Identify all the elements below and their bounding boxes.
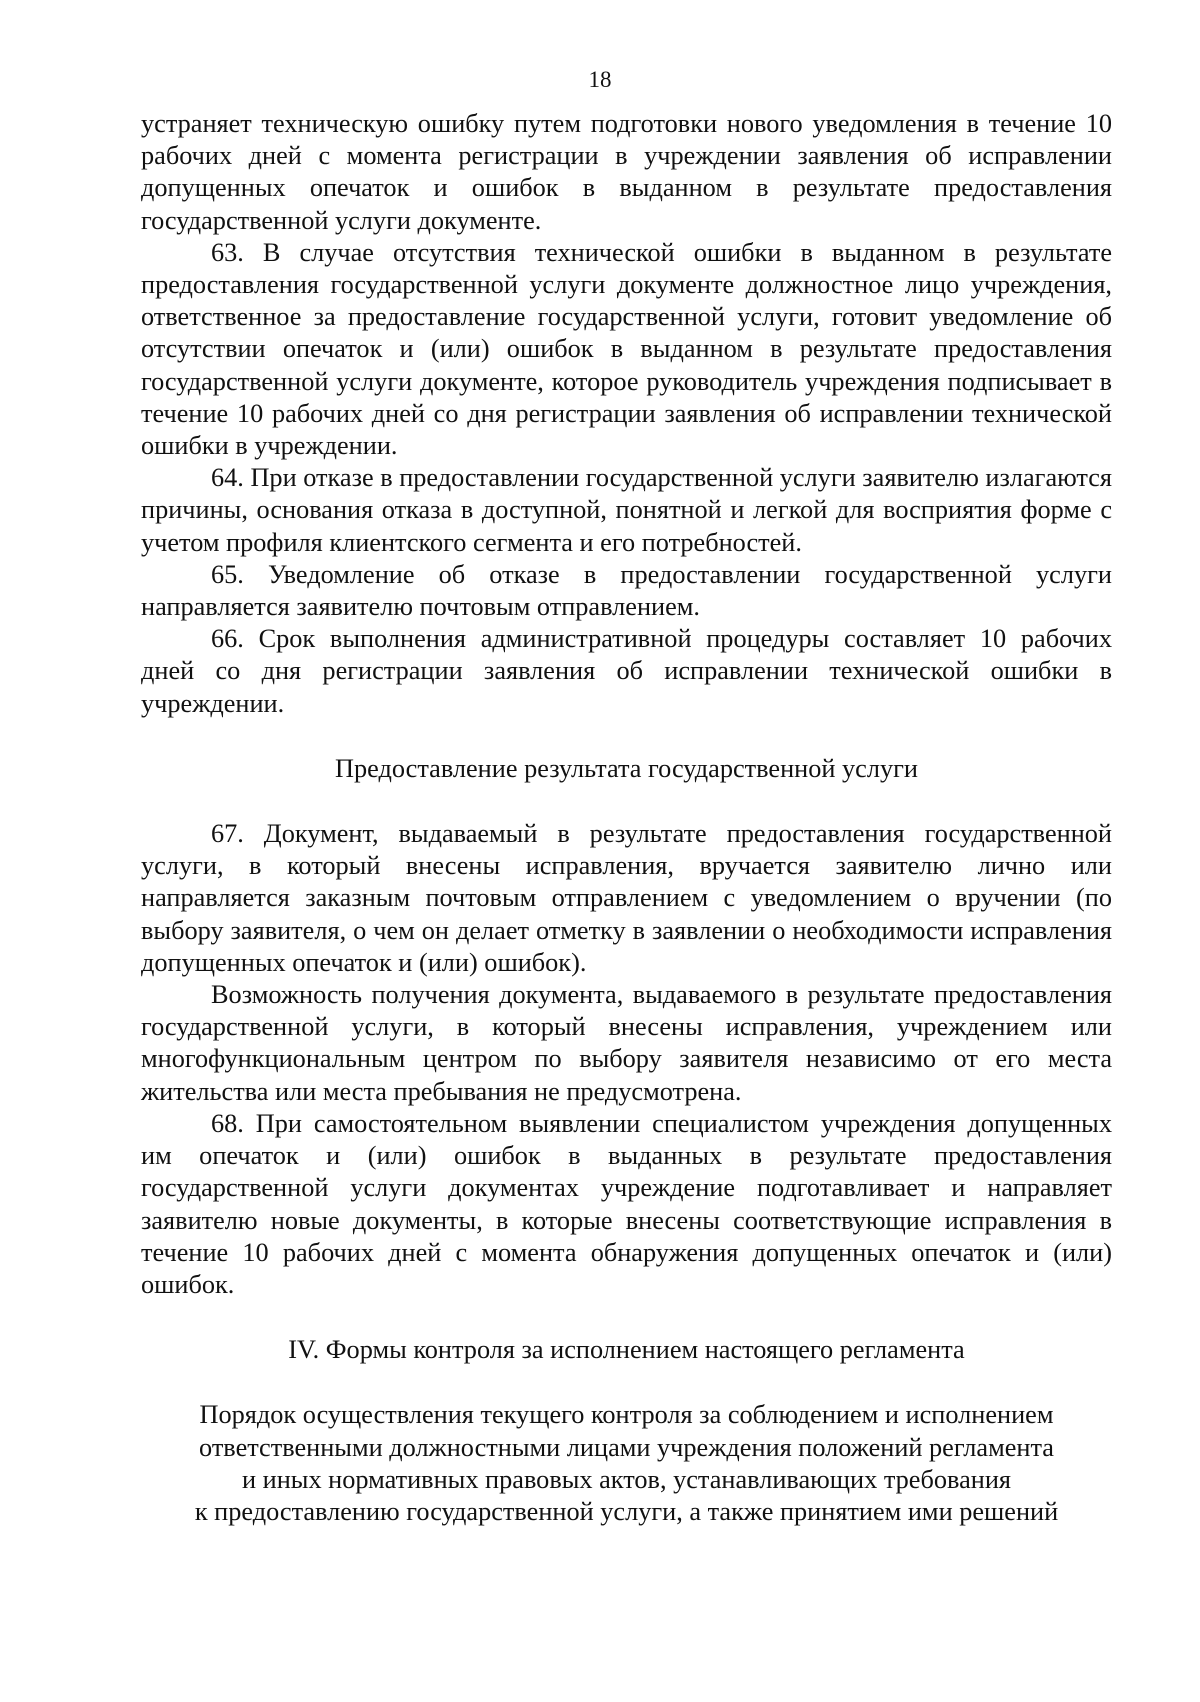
- subsection-heading-line: и иных нормативных правовых актов, устанавливающих требования: [242, 1464, 1011, 1494]
- paragraph-68: 68. При самостоятельном выявлении специалистом учреждения допущенных им опечаток и (или) ошибок в выданных в результате предоставления государственной услуги документах учреждение подготавливает и направляет заявителю новые документы, в которые внесены соответствующие исправления в течение 10 рабочих дней с момента обнаружения допущенных опечаток и (или) ошибок.: [141, 1108, 1112, 1299]
- page-number: 18: [588, 67, 612, 92]
- subsection-heading-line: ответственными должностными лицами учреждения положений регламента: [199, 1432, 1054, 1462]
- paragraph-63: 63. В случае отсутствия технической ошибки в выданном в результате предоставления государственной услуги документе должностное лицо учреждения, ответственное за предоставление государственной услуги, готовит уведомление об отсутствии опечаток и (или) ошибок в выданном в результате предоставления государственной услуги документе, которое руководитель учреждения подписывает в течение 10 рабочих дней со дня регистрации заявления об исправлении технической ошибки в учреждении.: [141, 237, 1112, 461]
- document-body: [141, 108, 1112, 1528]
- paragraph-64: 64. При отказе в предоставлении государственной услуги заявителю излагаются причины, основания отказа в доступной, понятной и легкой для восприятия форме с учетом профиля клиентского сегмента и его потребностей.: [141, 463, 1113, 557]
- paragraph-continuation: устраняет техническую ошибку путем подготовки нового уведомления в течение 10 рабочих дней с момента регистрации в учреждении заявления об исправлении допущенных опечаток и ошибок в выданном в результате предоставления государственной услуги документе.: [141, 109, 1112, 235]
- chapter-heading-iv: IV. Формы контроля за исполнением настоящего регламента: [288, 1335, 965, 1365]
- subsection-heading-control: [141, 1399, 1112, 1528]
- paragraph-67: 67. Документ, выдаваемый в результате предоставления государственной услуги, в который внесены исправления, вручается заявителю лично или направляется заказным почтовым отправлением с уведомлением о вручении (по выбору заявителя, о чем он делает отметку в заявлении о необходимости исправления допущенных опечаток и (или) ошибок).: [141, 819, 1112, 977]
- paragraph-65: 65. Уведомление об отказе в предоставлении государственной услуги направляется заявителю почтовым отправлением.: [141, 559, 1112, 622]
- section-heading-result: Предоставление результата государственной услуги: [335, 753, 918, 783]
- subsection-heading-line: к предоставлению государственной услуги, а также принятием ими решений: [194, 1496, 1059, 1526]
- paragraph-66: 66. Срок выполнения административной процедуры составляет 10 рабочих дней со дня регистрации заявления об исправлении технической ошибки в учреждении.: [141, 624, 1112, 718]
- subsection-heading-line: Порядок осуществления текущего контроля за соблюдением и исполнением: [199, 1400, 1054, 1430]
- paragraph-possibility: Возможность получения документа, выдаваемого в результате предоставления государственной услуги, в который внесены исправления, учреждением или многофункциональным центром по выбору заявителя независимо от его места жительства или места пребывания не предусмотрена.: [141, 980, 1112, 1106]
